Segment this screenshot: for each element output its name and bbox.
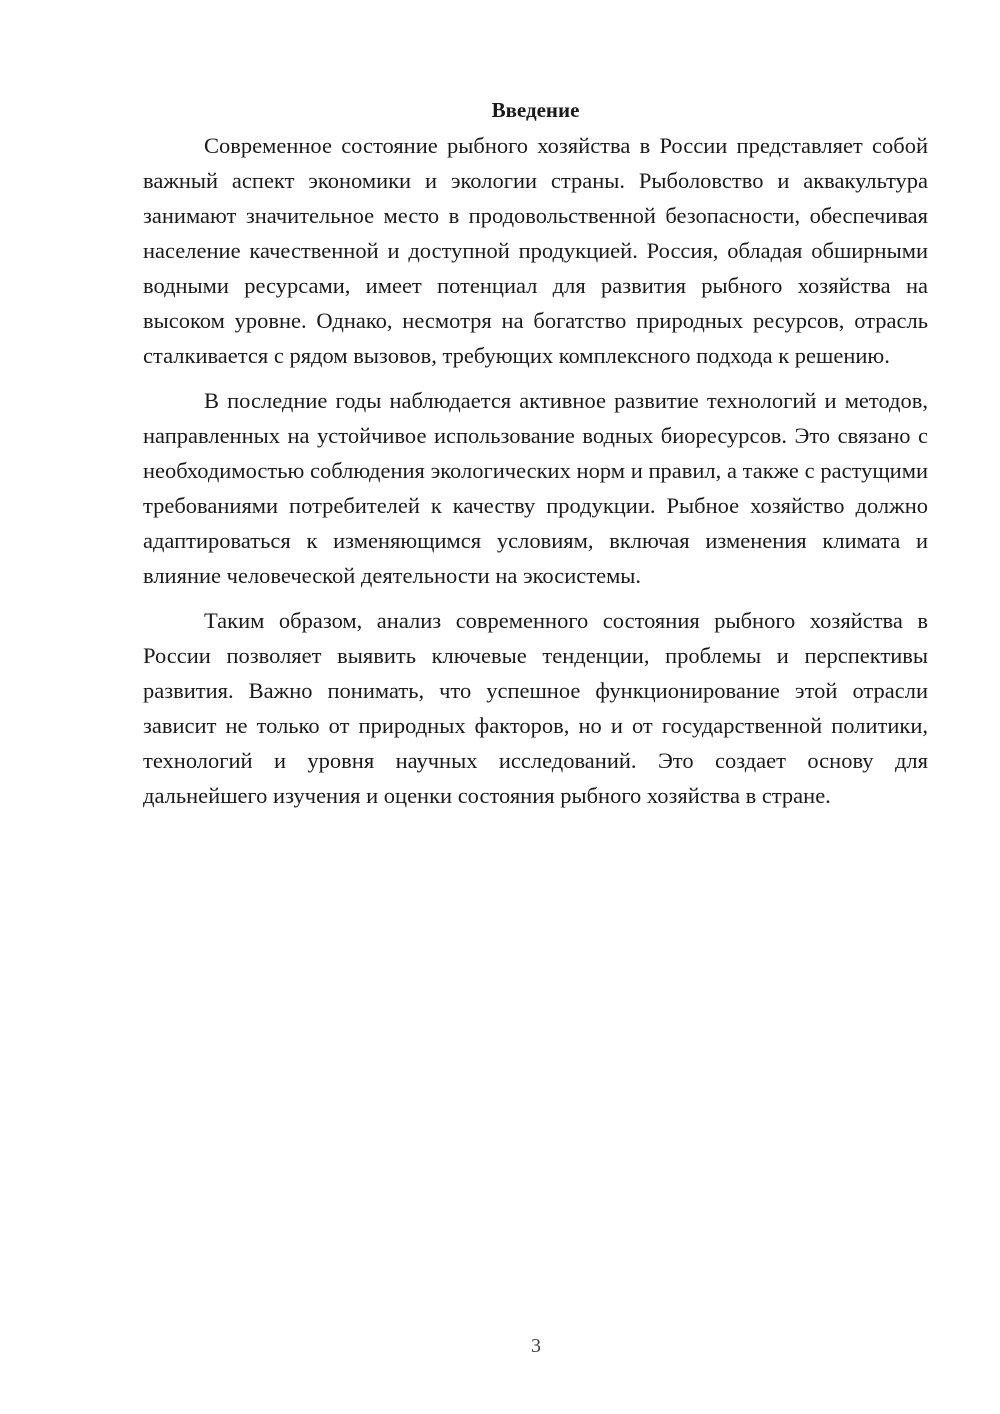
page-content [143,93,928,823]
paragraph-3: Таким образом, анализ современного состояния рыбного хозяйства в России позволяет выявить ключевые тенденции, проблемы и перспективы развития. Важно понимать, что успешное функционирование этой отрасли зависит не только от природных факторов, но и от государственной политики, технологий и уровня научных исследований. Это создает основу для дальнейшего изучения и оценки состояния рыбного хозяйства в стране. [143,608,928,808]
paragraph-1: Современное состояние рыбного хозяйства в России представляет собой важный аспект экономики и экологии страны. Рыболовство и аквакультура занимают значительное место в продовольственной безопасности, обеспечивая население качественной и доступной продукцией. Россия, обладая обширными водными ресурсами, имеет потенциал для развития рыбного хозяйства на высоком уровне. Однако, несмотря на богатство природных ресурсов, отрасль сталкивается с рядом вызовов, требующих комплексного подхода к решению. [143,133,928,368]
paragraph-2: В последние годы наблюдается активное развитие технологий и методов, направленных на устойчивое использование водных биоресурсов. Это связано с необходимостью соблюдения экологических норм и правил, а также с растущими требованиями потребителей к качеству продукции. Рыбное хозяйство должно адаптироваться к изменяющимся условиям, включая изменения климата и влияние человеческой деятельности на экосистемы. [143,388,928,588]
section-heading: Введение [491,98,580,122]
page-number: 3 [531,1335,541,1357]
